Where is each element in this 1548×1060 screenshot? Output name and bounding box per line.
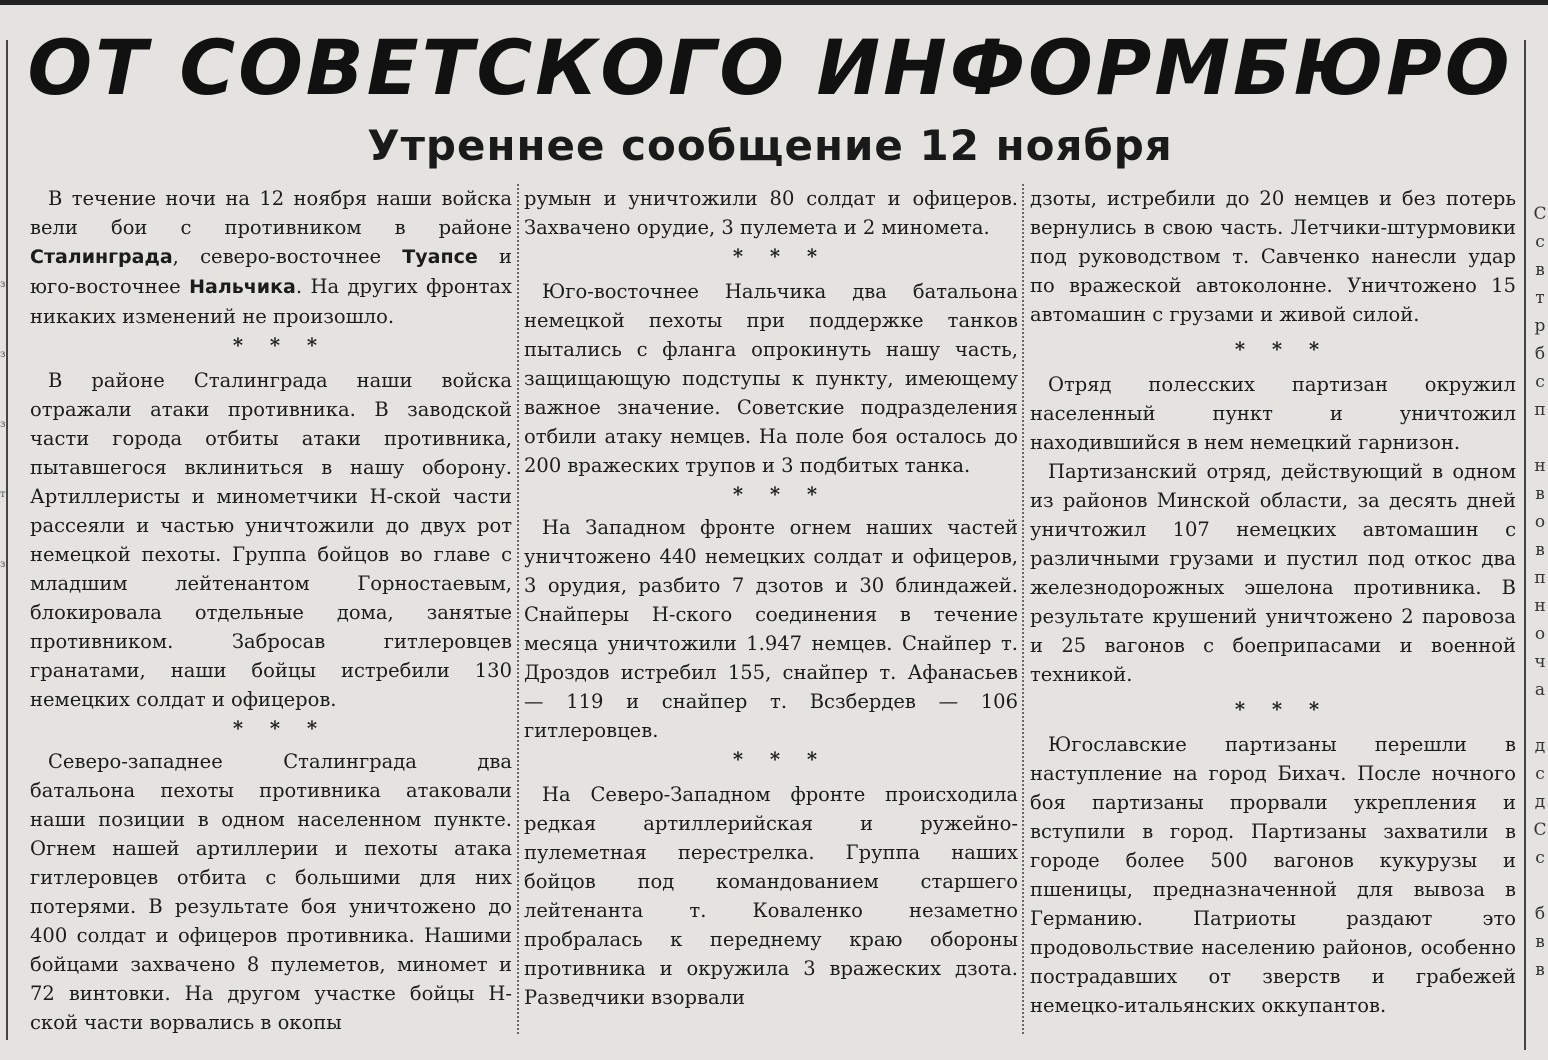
- paragraph: На Северо-Западном фронте происходила редкая артиллерийская и ружейно-пулеметная перестрелка. Группа наших бойцов под командованием старшего лейтенанта т. Коваленко незаметно пробралась к переднему краю обороны противника и окружила 3 вражеских дзота. Разведчики взорвали: [524, 783, 1018, 1009]
- edge-letter: а: [1534, 680, 1546, 700]
- paragraph: Отряд полесских партизан окружил населенный пункт и уничтожил находившийся в нем немецкий гарнизон.: [1030, 373, 1516, 454]
- edge-letter: р: [1534, 316, 1546, 336]
- edge-letter: з: [0, 349, 6, 360]
- edge-letter: С: [1533, 820, 1547, 840]
- section-separator: * * *: [232, 717, 328, 740]
- section-separator: * * *: [232, 334, 328, 357]
- edge-letter: д: [1534, 792, 1546, 812]
- edge-letter: т: [0, 489, 6, 500]
- next-column-edge-text: [1532, 200, 1548, 984]
- edge-letter: о: [1534, 624, 1546, 644]
- paragraph-continued: румын и уничтожили 80 солдат и офицеров. Захвачено орудие, 3 пулемета и 2 миномета.: [524, 187, 1018, 239]
- edge-letter: в: [1535, 540, 1545, 560]
- edge-letter: [1532, 704, 1548, 732]
- edge-letter: п: [1534, 568, 1546, 588]
- edge-letter: п: [1534, 400, 1546, 420]
- paragraph-intro: [30, 184, 512, 331]
- edge-letter: в: [1535, 484, 1545, 504]
- paragraph: Юго-восточнее Нальчика два батальона немецкой пехоты при поддержке танков пытались с фланга опрокинуть нашу часть, защищающую подступы к пункту, имеющему важное значение. Советские подразделения отбили атаку немцев. На поле боя осталось до 200 вражеских трупов и 3 подбитых танка.: [524, 280, 1018, 477]
- section-separator: * * *: [732, 245, 828, 268]
- edge-letter: о: [1534, 512, 1546, 532]
- paragraph: На Западном фронте огнем наших частей уничтожено 440 немецких солдат и офицеров, 3 орудия, разбито 7 дзотов и 30 блиндажей. Снайперы Н-ского соединения в течение месяца уничтожили 1.947 немцев. Снайпер т. Дроздов истребил 155, снайпер т. Афанасьев — 119 и снайпер т. Всзбердев — 106 гитлеровцев.: [524, 516, 1018, 742]
- edge-letter: з: [0, 419, 6, 430]
- subheadline: Утреннее сообщение 12 ноября: [367, 121, 1173, 170]
- edge-letter: н: [1534, 596, 1546, 616]
- headline: ОТ СОВЕТСКОГО ИНФОРМБЮРО: [27, 23, 1513, 112]
- section-separator: * * *: [1234, 338, 1330, 361]
- paragraph-continued: дзоты, истребили до 20 немцев и без потерь вернулись в свою часть. Летчики-штурмовики под руководством т. Савченко нанесли удар по вражеской автоколонне. Уничтожено 15 автомашин с грузами и живой силой.: [1030, 187, 1516, 326]
- place-name: Туапсе: [402, 246, 478, 268]
- edge-letter: ч: [1534, 652, 1546, 672]
- left-column-rule: [6, 40, 8, 1040]
- edge-letter: б: [1534, 904, 1546, 924]
- edge-letter: в: [1535, 960, 1545, 980]
- text-run: . На других фронтах никаких изменений не произошло.: [30, 275, 512, 328]
- column-separator: [1022, 184, 1025, 1034]
- edge-letter: в: [1535, 932, 1545, 952]
- edge-letter: с: [1535, 764, 1545, 784]
- edge-letter: з: [0, 279, 6, 290]
- paragraph: Северо-западнее Сталинграда два батальона пехоты противника атаковали наши позиции в одном населенном пункте. Огнем нашей артиллерии и пехоты атака гитлеровцев отбита с большими для них потерями. В результате боя уничтожено до 400 солдат и офицеров противника. Нашими бойцами захвачено 8 пулеметов, миномет и 72 винтовки. На другом участке бойцы Н-ской части ворвались в окопы: [30, 750, 512, 1034]
- edge-letter: з: [0, 559, 6, 570]
- text-run: , северо-восточнее: [172, 245, 403, 268]
- paragraph: В районе Сталинграда наши войска отражали атаки противника. В заводской части города отбиты атаки противника, пытавшегося вклиниться в нашу оборону. Артиллеристы и минометчики Н-ской части рассеяли и частью уничтожили до двух рот немецкой пехоты. Группа бойцов во главе с младшим лейтенантом Горностаевым, блокировала отдельные дома, занятые противником. Забросав гитлеровцев гранатами, наши бойцы истребили 130 немецких солдат и офицеров.: [30, 369, 512, 711]
- edge-letter: т: [1535, 288, 1545, 308]
- edge-letter: [1532, 424, 1548, 452]
- text-run: и юго-восточнее: [30, 245, 512, 298]
- right-column-rule: [1524, 40, 1526, 1050]
- place-name: Нальчика: [189, 276, 296, 298]
- section-separator: * * *: [1234, 698, 1330, 721]
- article-column-2: [524, 184, 1018, 1050]
- prev-column-edge-text: [0, 250, 6, 600]
- article-column-3: [1030, 184, 1516, 1050]
- edge-letter: д: [1534, 736, 1546, 756]
- column-separator: [517, 184, 520, 1034]
- place-name: Сталинграда: [30, 246, 173, 268]
- section-separator: * * *: [732, 748, 828, 771]
- article-column-1: [30, 184, 512, 1050]
- edge-letter: с: [1535, 848, 1545, 868]
- section-separator: * * *: [732, 483, 828, 506]
- edge-letter: С: [1533, 204, 1547, 224]
- edge-letter: н: [1534, 456, 1546, 476]
- edge-letter: [1532, 872, 1548, 900]
- edge-letter: б: [1534, 344, 1546, 364]
- paragraph: Югославские партизаны перешли в наступление на город Бихач. После ночного боя партизаны прорвали укрепления и вступили в город. Партизаны захватили в городе более 500 вагонов кукурузы и пшеницы, предназначенной для вывоза в Германию. Патриоты раздают это продовольствие населению районов, особенно пострадавших от зверств и грабежей немецко-итальянских оккупантов.: [1030, 733, 1516, 1017]
- edge-letter: в: [1535, 260, 1545, 280]
- edge-letter: с: [1535, 232, 1545, 252]
- edge-letter: с: [1535, 372, 1545, 392]
- top-rule: [0, 0, 1548, 5]
- text-run: В течение ночи на 12 ноября наши войска вели бои с противником в районе: [30, 187, 512, 239]
- paragraph: Партизанский отряд, действующий в одном из районов Минской области, за десять дней уничтожил 107 немецких автомашин с различными грузами и пустил под откос два железнодорожных эшелона противника. В результате крушений уничтожено 2 паровоза и 25 вагонов с боеприпасами и военной техникой.: [1030, 460, 1516, 686]
